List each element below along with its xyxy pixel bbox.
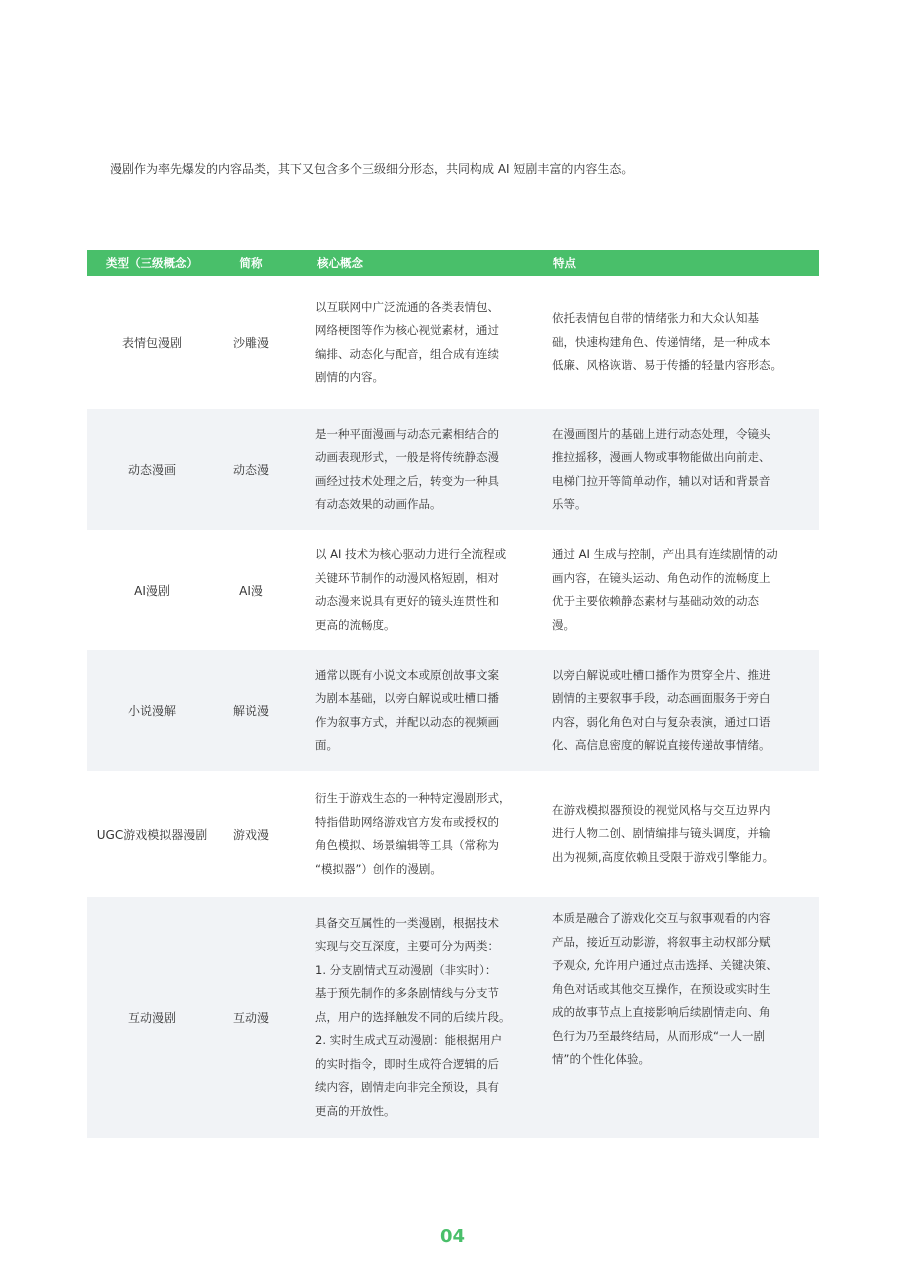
header-features: 特点 xyxy=(553,256,576,270)
table-row xyxy=(87,650,819,771)
header-short-name: 简称 xyxy=(239,256,263,270)
feature-text: 在游戏模拟器预设的视觉风格与交互边界内 进行人物二创、剧情编排与镜头调度，并输 出为视频,高度依赖且受限于游戏引擎能力。 xyxy=(552,802,775,864)
concept-text: 通常以既有小说文本或原创故事文案 为剧本基础，以旁白解说或吐槽口播 作为叙事方式，并配以动态的视频画 面。 xyxy=(315,667,499,752)
table-row xyxy=(87,530,819,650)
cell-short-name: 沙雕漫 xyxy=(232,336,269,350)
cell-type: UGC游戏模拟器漫剧 xyxy=(96,827,208,842)
feature-text: 在漫画图片的基础上进行动态处理，令镜头 推拉摇移，漫画人物或事物能做出向前走、 电梯门拉开等简单动作，辅以对话和背景音 乐等。 xyxy=(552,426,771,511)
cell-type: 动态漫画 xyxy=(127,463,176,477)
table-row xyxy=(87,771,819,897)
cell-short-name: AI漫 xyxy=(239,583,263,598)
concept-text: 具备交互属性的一类漫剧，根据技术 实现与交互深度，主要可分为两类： 1. 分支剧情式互动漫剧（非实时）： 基于预先制作的多条剧情线与分支节 点，用户的选择触发不同的后续片段。 2. 实时生成式互动漫剧：能根据用户 的实时指令，即时生成符合逻辑的后 续内容，剧情走向非完全预设，具有 更高的开放性。 xyxy=(315,915,511,1118)
concept-text: 是一种平面漫画与动态元素相结合的 动画表现形式，一般是将传统静态漫 画经过技术处理之后，转变为一种具 有动态效果的动画作品。 xyxy=(315,426,499,511)
cell-concept xyxy=(285,897,525,1138)
cell-short-name: 解说漫 xyxy=(232,704,269,718)
cell-feature xyxy=(525,897,819,1138)
cell-type: 小说漫解 xyxy=(127,704,176,718)
cell-short-name: 互动漫 xyxy=(232,1011,269,1025)
page-number: 04 xyxy=(439,1226,466,1247)
cell-feature xyxy=(525,650,819,771)
feature-text: 依托表情包自带的情绪张力和大众认知基 础，快速构建角色、传递情绪，是一种成本 低廉、风格诙谐、易于传播的轻量内容形态。 xyxy=(552,311,782,373)
cell-concept xyxy=(285,530,525,650)
cell-concept xyxy=(285,771,525,897)
table-row xyxy=(87,897,819,1138)
header-type: 类型（三级概念） xyxy=(106,256,198,270)
feature-text: 以旁白解说或吐槽口播作为贯穿全片、推进 剧情的主要叙事手段，动态画面服务于旁白 内容，弱化角色对白与复杂表演，通过口语 化、高信息密度的解说直接传递故事情绪。 xyxy=(552,667,771,752)
table-header xyxy=(87,250,819,276)
intro-paragraph: 漫剧作为率先爆发的内容品类，其下又包含多个三级细分形态，共同构成 AI 短剧丰富的内容生态。 xyxy=(110,162,634,176)
cell-short-name: 游戏漫 xyxy=(232,827,269,842)
cell-feature xyxy=(525,771,819,897)
feature-text: 通过 AI 生成与控制，产出具有连续剧情的动 画内容，在镜头运动、角色动作的流畅度上 优于主要依赖静态素材与基础动效的动态 漫。 xyxy=(552,547,778,632)
feature-text: 本质是融合了游戏化交互与叙事观看的内容 产品，接近互动影游，将叙事主动权部分赋 予观众, 允许用户通过点击选择、关键决策、 角色对话或其他交互操作，在预设或实时生 成的故事节点上直接影响后续剧情走向、角 色行为乃至最终结局，从而形成“一人一剧 情”的个性化体验。 xyxy=(552,911,778,1066)
cell-concept xyxy=(285,276,525,409)
header-core-concept: 核心概念 xyxy=(317,256,363,270)
cell-type: 表情包漫剧 xyxy=(121,336,182,350)
concept-text: 以互联网中广泛流通的各类表情包、 网络梗图等作为核心视觉素材，通过 编排、动态化与配音，组合成有连续 剧情的内容。 xyxy=(315,299,499,384)
cell-feature xyxy=(525,530,819,650)
concept-text: 以 AI 技术为核心驱动力进行全流程或 关键环节制作的动漫风格短剧，相对 动态漫来说具有更好的镜头连贯性和 更高的流畅度。 xyxy=(315,547,507,632)
cell-short-name: 动态漫 xyxy=(232,463,269,477)
cell-feature xyxy=(525,276,819,409)
cell-type: 互动漫剧 xyxy=(127,1011,176,1025)
cell-concept xyxy=(285,409,525,530)
cell-feature xyxy=(525,409,819,530)
table-row xyxy=(87,409,819,530)
content-form-table xyxy=(87,250,819,1138)
table-row xyxy=(87,276,819,409)
cell-concept xyxy=(285,650,525,771)
cell-type: AI漫剧 xyxy=(134,583,170,598)
concept-text: 衍生于游戏生态的一种特定漫剧形式， 特指借助网络游戏官方发布或授权的 角色模拟、场景编辑等工具（常称为 “模拟器”）创作的漫剧。 xyxy=(315,791,511,876)
